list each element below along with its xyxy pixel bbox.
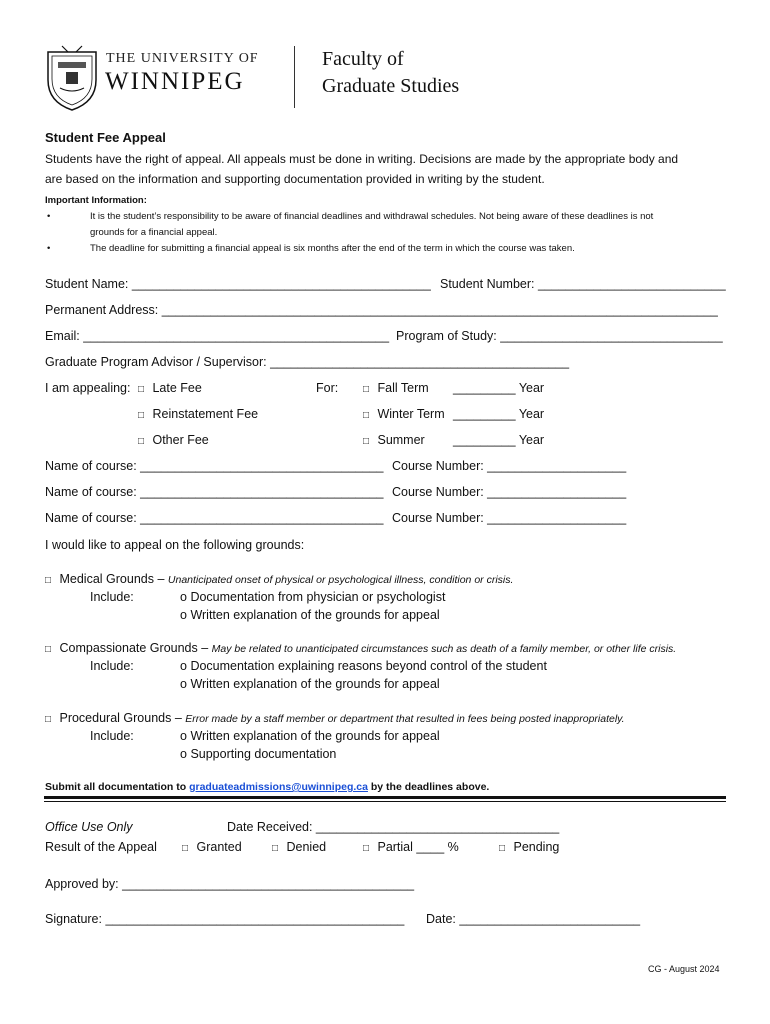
circle-bullet-icon: o xyxy=(180,590,187,604)
checkbox-icon: □ xyxy=(45,714,52,725)
medical-item-2: o Written explanation of the grounds for appeal xyxy=(180,608,440,622)
compassionate-item-2: o Written explanation of the grounds for appeal xyxy=(180,677,440,691)
header-divider xyxy=(294,46,295,108)
compassionate-grounds-checkbox[interactable] xyxy=(45,641,676,655)
footer-version: CG - August 2024 xyxy=(648,964,720,974)
reinstatement-fee-checkbox[interactable] xyxy=(138,407,258,421)
procedural-grounds-desc: Error made by a staff member or department that resulted in fees being posted inappropriately. xyxy=(185,713,625,725)
other-fee-checkbox[interactable] xyxy=(138,433,209,447)
medical-item-1: o Documentation from physician or psychologist xyxy=(180,590,446,604)
circle-bullet-icon: o xyxy=(180,659,187,673)
signature-field[interactable]: Signature: ___________________________________________ xyxy=(45,912,405,926)
reinstatement-fee-label: Reinstatement Fee xyxy=(152,407,259,421)
advisor-field[interactable]: Graduate Program Advisor / Supervisor: ___________________________________________ xyxy=(45,355,570,369)
fall-year-field[interactable]: _________ Year xyxy=(453,381,545,395)
compassionate-grounds-desc: May be related to unanticipated circumstances such as death of a family member, or other life crisis. xyxy=(211,643,677,655)
include-label: Include: xyxy=(90,729,134,743)
partial-checkbox[interactable]: □ Partial ____ % xyxy=(363,840,459,854)
bullet-1-line-2: grounds for a financial appeal. xyxy=(90,227,218,238)
student-number-field[interactable]: Student Number: ___________________________ xyxy=(440,277,726,291)
include-label: Include: xyxy=(90,590,134,604)
section-divider xyxy=(44,796,726,799)
denied-checkbox[interactable]: □ Denied xyxy=(272,840,327,854)
compassionate-item-1: o Documentation explaining reasons beyond control of the student xyxy=(180,659,547,673)
university-name-line1: THE UNIVERSITY OF xyxy=(106,51,259,66)
checkbox-icon: □ xyxy=(138,384,145,395)
checkbox-icon: □ xyxy=(45,644,52,655)
medical-grounds-title: Medical Grounds – xyxy=(59,572,165,586)
circle-bullet-icon: o xyxy=(180,677,187,691)
course-number-field-3[interactable]: Course Number: ____________________ xyxy=(392,511,627,525)
university-name-line2: WINNIPEG xyxy=(105,68,245,95)
approved-by-field[interactable]: Approved by: __________________________________________ xyxy=(45,877,415,891)
date-field[interactable]: Date: __________________________ xyxy=(426,912,641,926)
office-use-label: Office Use Only xyxy=(45,820,133,834)
procedural-item-1: o Written explanation of the grounds for appeal xyxy=(180,729,440,743)
procedural-grounds-checkbox[interactable] xyxy=(45,711,625,725)
grounds-intro: I would like to appeal on the following grounds: xyxy=(45,538,305,552)
summer-year-field[interactable]: _________ Year xyxy=(453,433,545,447)
circle-bullet-icon: o xyxy=(180,608,187,622)
program-of-study-field[interactable]: Program of Study: ________________________________ xyxy=(396,329,723,343)
circle-bullet-icon: o xyxy=(180,729,187,743)
compassionate-grounds-title: Compassionate Grounds – xyxy=(59,641,209,655)
bullet-icon: • xyxy=(47,211,51,222)
bullet-icon: • xyxy=(47,243,51,254)
submit-instructions: Submit all documentation to graduateadmissions@uwinnipeg.ca by the deadlines above. xyxy=(45,781,490,793)
other-fee-label: Other Fee xyxy=(152,433,209,447)
checkbox-icon: □ xyxy=(363,384,370,395)
pending-checkbox[interactable]: □ Pending xyxy=(499,840,560,854)
university-crest-icon xyxy=(44,44,100,112)
checkbox-icon: □ xyxy=(499,843,506,854)
summer-label: Summer xyxy=(377,433,425,447)
medical-grounds-checkbox[interactable] xyxy=(45,572,513,586)
granted-checkbox[interactable]: □ Granted xyxy=(182,840,242,854)
procedural-item-2: o Supporting documentation xyxy=(180,747,337,761)
checkbox-icon: □ xyxy=(138,436,145,447)
include-label: Include: xyxy=(90,659,134,673)
for-label: For: xyxy=(316,381,339,395)
winter-term-label: Winter Term xyxy=(377,407,445,421)
checkbox-icon: □ xyxy=(363,436,370,447)
checkbox-icon: □ xyxy=(45,575,52,586)
checkbox-icon: □ xyxy=(363,410,370,421)
intro-line-1: Students have the right of appeal. All appeals must be done in writing. Decisions are made by the appropriate body and xyxy=(45,152,679,166)
summer-checkbox[interactable] xyxy=(363,433,425,447)
checkbox-icon: □ xyxy=(138,410,145,421)
checkbox-icon: □ xyxy=(182,843,189,854)
winter-term-checkbox[interactable] xyxy=(363,407,445,421)
student-name-field[interactable]: Student Name: ___________________________________________ xyxy=(45,277,431,291)
late-fee-checkbox[interactable] xyxy=(138,381,202,395)
intro-line-2: are based on the information and supporting documentation provided in writing by the student. xyxy=(45,172,545,186)
section-divider-thin xyxy=(44,801,726,802)
important-heading: Important Information: xyxy=(45,195,147,206)
date-received-field[interactable]: Date Received: ___________________________________ xyxy=(227,820,560,834)
page-title: Student Fee Appeal xyxy=(45,130,166,145)
medical-grounds-desc: Unanticipated onset of physical or psychological illness, condition or crisis. xyxy=(167,574,514,586)
circle-bullet-icon: o xyxy=(180,747,187,761)
permanent-address-field[interactable]: Permanent Address: ________________________________________________________________________________ xyxy=(45,303,718,317)
checkbox-icon: □ xyxy=(363,843,370,854)
fall-term-checkbox[interactable] xyxy=(363,381,429,395)
course-name-field-1[interactable]: Name of course: ___________________________________ xyxy=(45,459,384,473)
email-field[interactable]: Email: ____________________________________________ xyxy=(45,329,390,343)
course-number-field-2[interactable]: Course Number: ____________________ xyxy=(392,485,627,499)
bullet-2-line-1: The deadline for submitting a financial appeal is six months after the end of the term in which the course was taken. xyxy=(90,243,575,254)
course-name-field-2[interactable]: Name of course: ___________________________________ xyxy=(45,485,384,499)
faculty-name-line2: Graduate Studies xyxy=(322,75,460,97)
checkbox-icon: □ xyxy=(272,843,279,854)
bullet-1-line-1: It is the student’s responsibility to be aware of financial deadlines and withdrawal schedules. Not being aware of these deadlines is not xyxy=(90,211,654,222)
appealing-label: I am appealing: xyxy=(45,381,131,395)
winter-year-field[interactable]: _________ Year xyxy=(453,407,545,421)
course-number-field-1[interactable]: Course Number: ____________________ xyxy=(392,459,627,473)
course-name-field-3[interactable]: Name of course: ___________________________________ xyxy=(45,511,384,525)
faculty-name-line1: Faculty of xyxy=(322,48,404,70)
result-label: Result of the Appeal xyxy=(45,840,157,854)
fall-term-label: Fall Term xyxy=(377,381,429,395)
procedural-grounds-title: Procedural Grounds – xyxy=(59,711,182,725)
submission-email-link[interactable]: graduateadmissions@uwinnipeg.ca xyxy=(189,781,368,793)
late-fee-label: Late Fee xyxy=(152,381,202,395)
